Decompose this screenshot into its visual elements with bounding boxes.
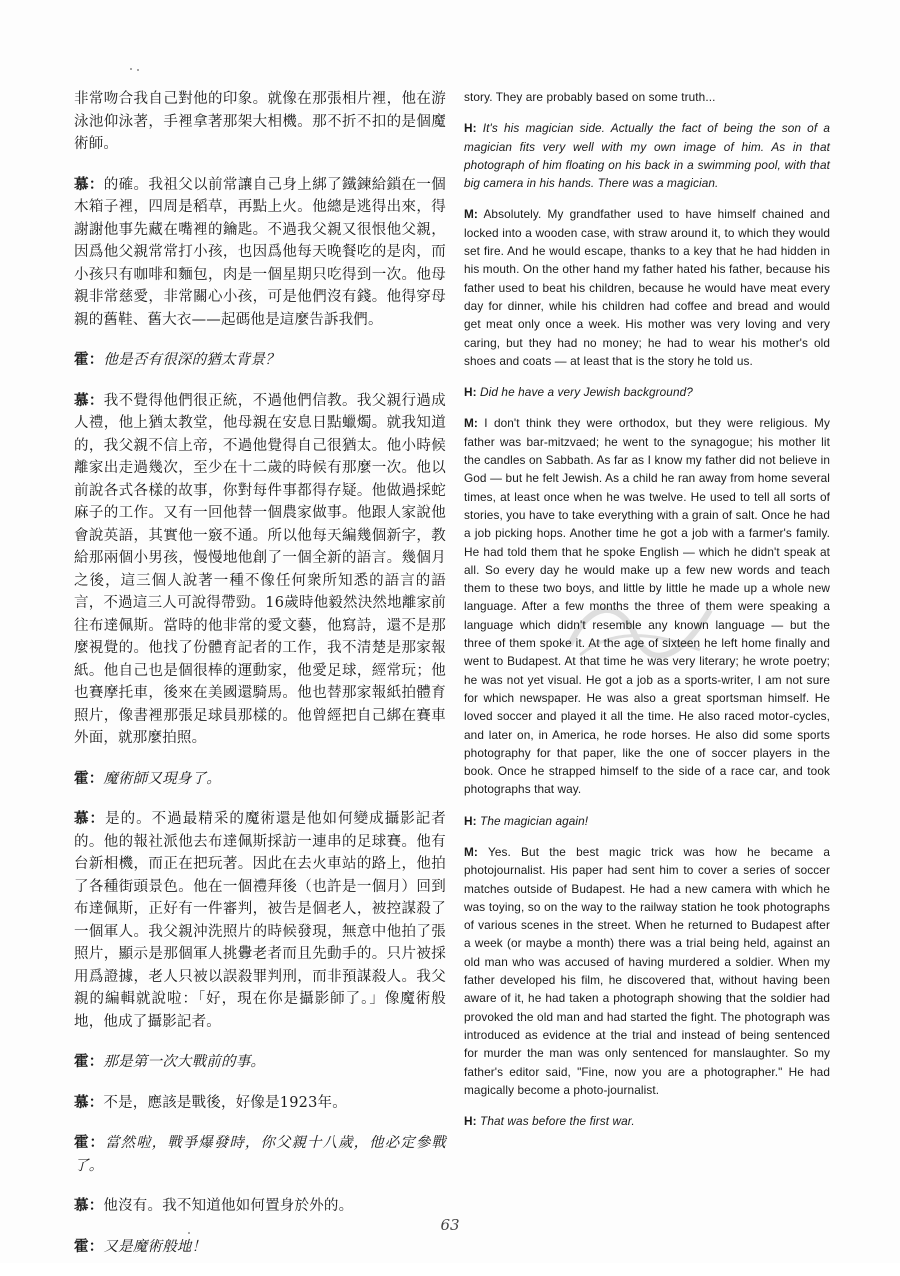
speaker-label: 慕： [74, 1197, 104, 1214]
speaker-label: 霍： [74, 769, 104, 787]
en-question [464, 119, 830, 192]
en-paragraph [464, 414, 830, 798]
scan-speck [137, 69, 139, 71]
zh-text: 魔術師又現身了。 [103, 770, 222, 787]
speaker-label: H: [464, 385, 477, 400]
chinese-column [74, 88, 446, 1276]
zh-paragraph [74, 88, 446, 156]
speaker-label: 霍： [74, 1134, 106, 1151]
scan-speck [130, 68, 132, 70]
zh-text: 他是否有很深的猶太背景？ [103, 352, 280, 368]
zh-text: 又是魔術般地！ [103, 1238, 207, 1255]
speaker-label: H: [464, 813, 477, 828]
en-text: The magician again! [480, 813, 589, 828]
zh-text: 那是第一次大戰前的事。 [103, 1054, 266, 1070]
en-text: It's his magician side. Actually the fact of being the son of a magician fits very well with my own image of him. As in that photograph of him floating on his back in a swimming pool, with that big camera in his hands. There was a magician. [464, 121, 830, 191]
speaker-label: 慕： [74, 810, 106, 827]
zh-question [74, 1051, 446, 1074]
zh-question [74, 1132, 446, 1177]
en-text: I don't think they were orthodox, but they were religious. My father was bar-mitzvaed; he went to the synagogue; his mother lit the candles on Sabbath. As far as I know my father did not believe in God — but he felt Jewish. As a child he ran away from home several times, at least once when he was twelve. He used to tell all sorts of stories, you have to take everything with a grain of salt. Once he had a job picking hops. Another time he got a job with a farmer's family. He had told them that he spoke English — which he didn't speak at all. So every day he would make up a few new words and teach them to these two boys, and little by little he made up a whole new language. After a few months the three of them were speaking a language which didn't resemble any known language — but the three of them spoke it. At the age of sixteen he left home finally and went to Budapest. At that time he was very literary; he wrote poetry; he was not yet visual. He got a job as a sports-writer, I am not sure for which newspaper. He was also a great sportsman himself. He loved soccer and played it all the time. He also raced motor-cycles, and later on, in America, he rode horses. He also did some sports photography for that paper, like the one of soccer players in the book. Once he strapped himself to the side of a race car, and took photographs that way. [464, 416, 830, 797]
speaker-label: 霍： [74, 1237, 104, 1255]
speaker-label: 慕： [74, 175, 104, 193]
speaker-label: M: [464, 207, 478, 222]
speaker-label: H: [464, 121, 477, 136]
zh-paragraph [74, 174, 446, 332]
en-paragraph [464, 88, 830, 106]
zh-paragraph [74, 808, 446, 1033]
zh-paragraph [74, 390, 446, 750]
en-text: Absolutely. My grandfather used to have himself chained and locked into a wooden case, with straw around it, to which they would set fire. And he would escape, thanks to a key that he had hidden in his mouth. On the other hand my father hated his father, because his father used to beat his children, because he would have meat every day for dinner, while his children had coffee and bread and would get meat only once a week. His mother was very loving and very caring, but they had no money; he had to wear his mother's old shoes and coats — at least that is the story he told us. [464, 207, 830, 368]
speaker-label: H: [464, 1114, 477, 1129]
zh-text: 我不覺得他們很正統，不過他們信教。我父親行過成人禮，他上猶太教堂，他母親在安息日點蠟燭。就我知道的，我父親不信上帝，不過他覺得自己很猶太。他小時候離家出走過幾次，至少在十二歲的時候有那麼一次。他以前說各式各樣的故事，你對每件事都得存疑。他做過採蛇麻子的工作。又有一回他替一個農家做事。他跟人家說他會說英語，其實他一竅不通。所以他每天編幾個新字，教給那兩個小男孩，慢慢地他創了一個全新的語言。幾個月之後，這三個人說著一種不像任何衆所知悉的語言的語言，不過這三人可說得帶勁。16歲時他毅然決然地離家前往布達佩斯。當時的他非常的愛文藝，他寫詩，還不是那麼視覺的。他找了份體育記者的工作，我不清楚是那家報紙。他自己也是個很棒的運動家，他愛足球，經常玩；他也賽摩托車，後來在美國還騎馬。他也替那家報紙拍體育照片，像書裡那張足球員那樣的。他曾經把自己綁在賽車外面，就那麼拍照。 [74, 392, 446, 746]
en-text: That was before the first war. [480, 1114, 635, 1129]
speaker-label: M: [464, 416, 478, 431]
zh-text: 的確。我祖父以前常讓自己身上綁了鐵鍊給鎖在一個木箱子裡，四周是稻草，再點上火。他總是逃得出來，得謝謝他事先藏在嘴裡的鑰匙。不過我父親又很恨他父親，因爲他父親常常打小孩，也因爲他每天晚餐吃的是肉，而小孩只有咖啡和麵包，肉是一個星期只吃得到一次。他母親非常慈愛，非常關心小孩，可是他們沒有錢。他得穿母親的舊鞋、舊大衣——起碼他是這麼告訴我們。 [74, 176, 446, 328]
zh-text: 非常吻合我自己對他的印象。就像在那張相片裡，他在游泳池仰泳著，手裡拿著那架大相機。那不折不扣的是個魔術師。 [74, 91, 446, 152]
en-question [464, 812, 830, 830]
speaker-label: 慕： [74, 1093, 104, 1111]
zh-question [74, 1236, 446, 1259]
zh-question [74, 349, 446, 372]
en-text: Yes. But the best magic trick was how he became a photojournalist. His paper had sent him to cover a series of soccer matches outside of Budapest. He had a new camera with which he was toying, so on the way to the railway station he took photographs of various scenes in the street. When he returned to Budapest after a week (or maybe a month) there was a trial being held, against an old man who was accused of having murdered a soldier. When my father developed his film, he discovered that, without having been aware of it, he had taken a photograph showing that the soldier had provoked the old man and had started the fight. The photograph was introduced as evidence at the trial and instead of being sentenced for murder the man was only sentenced for manslaughter. So my father's editor said, "Fine, now you are a photographer." He had magically become a photo-journalist. [464, 844, 830, 1097]
zh-text: 是的。不過最精采的魔術還是他如何變成攝影記者的。他的報社派他去布達佩斯採訪一連串的足球賽。他有台新相機，而正在把玩著。因此在去火車站的路上，他拍了各種街頭景色。他在一個禮拜後（也許是一個月）回到布達佩斯，正好有一件審判，被告是個老人，被控謀殺了一個軍人。我父親沖洗照片的時候發現，無意中他拍了張照片，顯示是那個軍人挑釁老者而且先動手的。只片被採用爲證據，老人只被以誤殺罪判刑，而非預謀殺人。我父親的編輯就說啦：「好，現在你是攝影師了。」像魔術般地，他成了攝影記者。 [74, 811, 446, 1030]
zh-text: 當然啦，戰爭爆發時，你父親十八歲，他必定參戰了。 [74, 1135, 446, 1174]
en-question [464, 383, 830, 401]
zh-text: 不是，應該是戰後，好像是1923年。 [103, 1094, 347, 1111]
en-paragraph [464, 205, 830, 370]
zh-paragraph [74, 1195, 446, 1218]
en-question [464, 1112, 830, 1130]
english-column [464, 88, 830, 1143]
zh-paragraph [74, 1092, 446, 1115]
page-number: 63 [440, 1216, 460, 1234]
en-text: story. They are probably based on some truth... [464, 90, 716, 104]
en-paragraph [464, 843, 830, 1099]
zh-question [74, 768, 446, 791]
en-text: Did he have a very Jewish background? [480, 385, 693, 400]
speaker-label: 霍： [74, 1053, 104, 1070]
zh-text: 他沒有。我不知道他如何置身於外的。 [103, 1198, 354, 1214]
speaker-label: 慕： [74, 391, 104, 409]
speaker-label: M: [464, 844, 478, 859]
speaker-label: 霍： [74, 351, 104, 368]
